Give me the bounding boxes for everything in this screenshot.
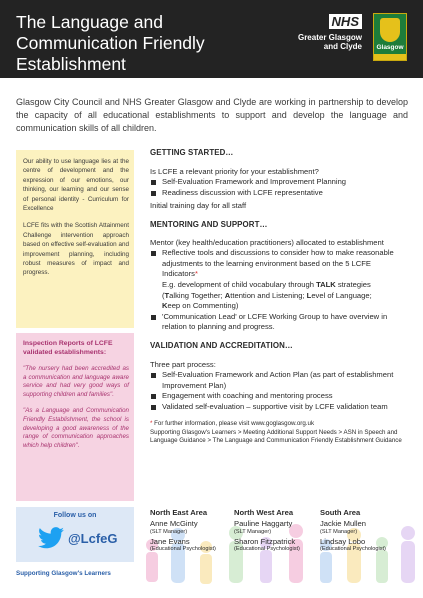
twitter-bird-icon[interactable] — [38, 527, 64, 549]
contact-name: Jackie Mullen — [320, 519, 367, 528]
area-name: North West Area — [234, 508, 294, 517]
mentoring-list — [150, 248, 408, 333]
talk-acronym: TALK — [316, 279, 336, 289]
supporting-learners-label: Supporting Glasgow's Learners — [16, 570, 111, 577]
talk-t-rest: alking Together; — [169, 290, 225, 300]
priority-question: Is LCFE a relevant priority for your establishment? — [150, 166, 319, 176]
nhs-org-line1: Greater Glasgow — [297, 33, 362, 42]
list-item: Readiness discussion with LCFE representative — [150, 188, 408, 199]
validation-intro: Three part process: — [150, 359, 216, 369]
crest-text: Glasgow — [376, 44, 404, 51]
crest-base — [374, 54, 406, 60]
indicator-star: * — [194, 269, 198, 279]
mentor-text: Mentor (key health/education practitioners) allocated to establishment — [150, 237, 384, 247]
talk-k: K — [162, 301, 168, 311]
training-text: Initial training day for all staff — [150, 201, 247, 211]
contact-area-north-west — [234, 508, 324, 554]
nhs-logo: NHS — [329, 14, 362, 29]
talk-t: T — [164, 290, 170, 300]
talk-k-rest: eep on Commenting) — [167, 301, 239, 311]
talk-a-rest: ttention and Listening; — [230, 290, 307, 300]
talk-l-rest: evel of Language; — [311, 290, 372, 300]
crest-shield-icon — [380, 18, 400, 42]
contact-role: (Educational Psychologist) — [234, 546, 300, 553]
open-paren: ( — [162, 290, 165, 300]
contact-role: (SLT Manager) — [234, 528, 272, 535]
getting-started-list — [150, 177, 408, 198]
footnote — [150, 420, 408, 445]
curriculum-quote: Our ability to use language lies at the centre of development and the expression of our emotions, our thinking, our learning and our sense of personal identity - Curriculum for Excellence — [23, 158, 129, 213]
list-item: 'Communication Lead' or LCFE Working Group to have overview in relation to planning and progress. — [150, 312, 408, 333]
footnote-url-line[interactable]: For further information, please visit www.goglasgow.org.uk — [152, 420, 315, 428]
getting-started-heading: GETTING STARTED… — [150, 148, 234, 157]
footnote-path: Supporting Glasgow's Learners > Meeting Additional Support Needs > ASN in Speech and Language Guidance > The Language and Communication Friendly Establishment Guidance — [150, 428, 402, 444]
intro-paragraph: Glasgow City Council and NHS Greater Glasgow and Clyde are working in partnership to develop the capacity of all educational establishments to support and develop the language and communication skills of all children. — [16, 97, 408, 133]
list-item: Engagement with coaching and mentoring process — [150, 391, 408, 402]
page-title: The Language and Communication Friendly Establishment — [16, 12, 205, 74]
header-banner — [0, 0, 423, 78]
list-item: Self-Evaluation Framework and Improvement Planning — [150, 177, 408, 188]
main-content — [150, 148, 408, 445]
follow-label: Follow us on — [53, 512, 97, 519]
contact-role: (SLT Manager) — [150, 528, 188, 535]
left-sidebar — [16, 150, 134, 577]
validation-list — [150, 370, 408, 412]
area-name: South Area — [320, 508, 361, 517]
validation-heading: VALIDATION AND ACCREDITATION… — [150, 340, 293, 350]
inspection-quote-school: "As a Language and Communication Friendly Establishment, the school is developing a good awareness of the range of communication approaches which help children". — [23, 407, 129, 449]
list-item: Self-Evaluation Framework and Action Plan (as part of establishment Improvement Plan) — [150, 370, 408, 391]
inspection-quote-nursery: "The nursery had been accredited as a communication and language aware service and had very good ways of supporting children and families". — [23, 365, 129, 398]
twitter-handle-link[interactable]: @LcfeG — [68, 531, 118, 546]
contact-role: (Educational Psychologist) — [150, 546, 216, 553]
inspection-box — [16, 333, 134, 501]
reflective-tools-text: Reflective tools and discussions to consider how to make reasonable adjustments to the learning environment based on the 5 LCFE Indicators — [162, 248, 394, 279]
attainment-text: LCFE fits with the Scottish Attainment Challenge intervention approach based on effective self-evaluation and improvement planning, including robust measures of impact and progress. — [23, 222, 129, 277]
area-name: North East Area — [150, 508, 208, 517]
contact-name: Pauline Haggarty — [234, 519, 293, 528]
talk-a: A — [224, 290, 231, 300]
nhs-logo-block — [296, 13, 362, 51]
glasgow-crest-logo — [373, 13, 407, 61]
inspection-heading: Inspection Reports of LCFE validated establishments: — [23, 340, 113, 356]
contact-name: Sharon Fitzpatrick — [234, 536, 296, 546]
contact-area-north-east — [150, 508, 240, 554]
curriculum-box — [16, 150, 134, 328]
footnote-asterisk: * — [150, 420, 153, 428]
contact-area-south — [320, 508, 410, 554]
nhs-org-line2: and Clyde — [323, 42, 362, 51]
list-item — [150, 248, 408, 312]
contact-name: Lindsay Lobo — [320, 536, 366, 546]
talk-l: L — [306, 290, 312, 300]
talk-example-prefix: E.g. development of child vocabulary through — [162, 279, 317, 289]
contact-role: (SLT Manager) — [320, 528, 358, 535]
contact-role: (Educational Psychologist) — [320, 546, 386, 553]
contact-name: Anne McGinty — [150, 519, 198, 528]
talk-example-suffix: strategies — [335, 279, 371, 289]
contact-name: Jane Evans — [150, 536, 190, 546]
mentoring-heading: MENTORING AND SUPPORT… — [150, 219, 268, 229]
list-item: Validated self-evaluation – supportive visit by LCFE validation team — [150, 402, 408, 413]
social-box — [16, 507, 134, 562]
